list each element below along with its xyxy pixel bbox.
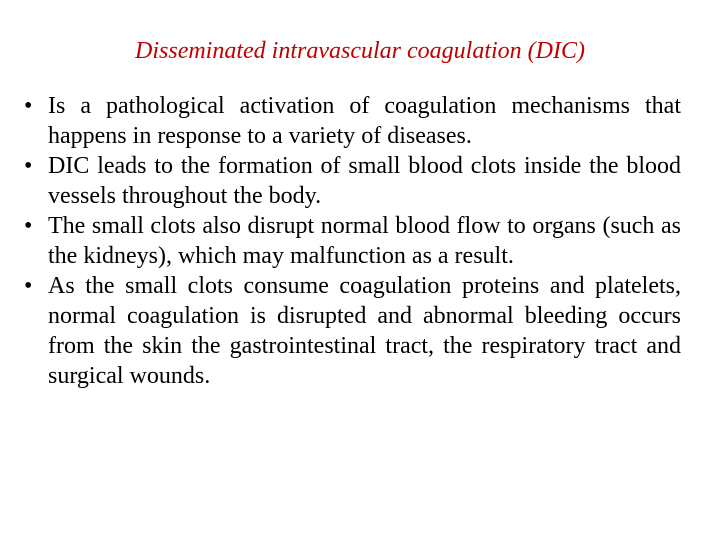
bullet-item: [24, 211, 681, 271]
bullet-text: As the small clots consume coagulation proteins and platelets, normal coagulation is disrupted and abnormal bleeding occurs from the skin the gastrointestinal tract, the respiratory tract and surgical wounds.: [48, 273, 681, 389]
bullet-icon: •: [24, 93, 33, 119]
bullet-list: [24, 91, 681, 391]
bullet-text: DIC leads to the formation of small blood clots inside the blood vessels throughout the body.: [48, 153, 681, 209]
bullet-item: [24, 271, 681, 391]
bullet-text: Is a pathological activation of coagulation mechanisms that happens in response to a variety of diseases.: [48, 93, 681, 149]
bullet-item: [24, 151, 681, 211]
slide-title: Disseminated intravascular coagulation (DIC): [135, 38, 585, 64]
bullet-item: [24, 91, 681, 151]
bullet-text: The small clots also disrupt normal blood flow to organs (such as the kidneys), which may malfunction as a result.: [48, 213, 681, 269]
bullet-icon: •: [24, 273, 33, 299]
bullet-icon: •: [24, 213, 33, 239]
bullet-icon: •: [24, 153, 33, 179]
